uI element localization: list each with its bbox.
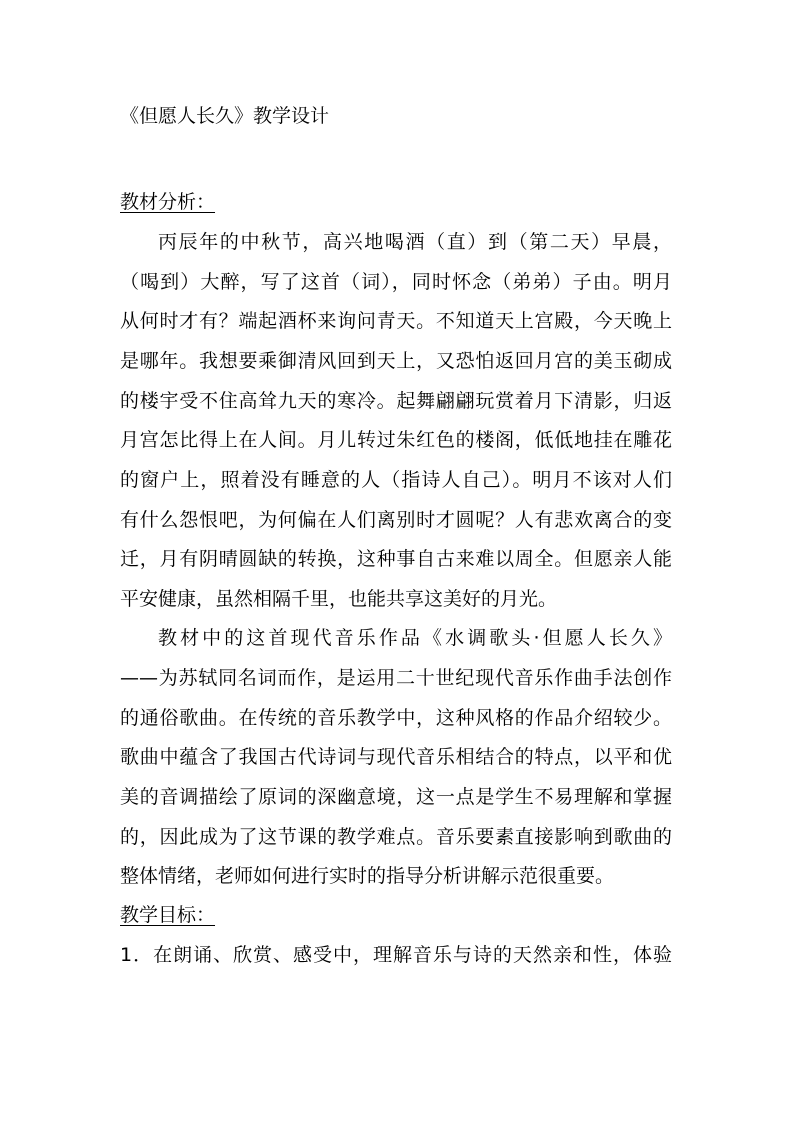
paragraph-line: 从何时才有？端起酒杯来询问青天。不知道天上宫殿，今天晚上 [120, 310, 672, 332]
paragraph-line: 是哪年。我想要乘御清风回到天上，又恐怕返回月宫的美玉砌成 [120, 350, 672, 372]
paragraph-line: 整体情绪，老师如何进行实时的指导分析讲解示范很重要。 [120, 865, 615, 887]
section-heading-objectives: 教学目标： [120, 904, 216, 926]
objective-line: 1．在朗诵、欣赏、感受中，理解音乐与诗的天然亲和性，体验 [120, 944, 672, 966]
paragraph-line: 教材中的这首现代音乐作品《水调歌头·但愿人长久》 [158, 627, 672, 649]
paragraph-line: 迁，月有阴晴圆缺的转换，这种事自古来难以周全。但愿亲人能 [120, 548, 672, 570]
paragraph-line: （喝到）大醉，写了这首（词），同时怀念（弟弟）子由。明月 [120, 271, 672, 293]
paragraph-line: 歌曲中蕴含了我国古代诗词与现代音乐相结合的特点，以平和优 [120, 746, 672, 768]
paragraph-line: 的，因此成为了这节课的教学难点。音乐要素直接影响到歌曲的 [120, 826, 672, 848]
section-heading-analysis: 教材分析： [120, 191, 216, 213]
document-title: 《但愿人长久》教学设计 [120, 105, 330, 127]
paragraph-line: 的窗户上，照着没有睡意的人（指诗人自己）。明月不该对人们 [120, 469, 672, 491]
paragraph-line: 月宫怎比得上在人间。月儿转过朱红色的楼阁，低低地挂在雕花 [120, 429, 672, 451]
paragraph-line: 的通俗歌曲。在传统的音乐教学中，这种风格的作品介绍较少。 [120, 707, 672, 729]
paragraph-line: ——为苏轼同名词而作，是运用二十世纪现代音乐作曲手法创作 [120, 667, 672, 689]
paragraph-line: 丙辰年的中秋节，高兴地喝酒（直）到（第二天）早晨， [158, 231, 672, 253]
paragraph-line: 有什么怨恨吧，为何偏在人们离别时才圆呢？人有悲欢离合的变 [120, 509, 672, 531]
paragraph-line: 的楼宇受不住高耸九天的寒冷。起舞翩翩玩赏着月下清影，归返 [120, 390, 672, 412]
paragraph-line: 平安健康，虽然相隔千里，也能共享这美好的月光。 [120, 588, 558, 610]
paragraph-line: 美的音调描绘了原词的深幽意境，这一点是学生不易理解和掌握 [120, 786, 672, 808]
